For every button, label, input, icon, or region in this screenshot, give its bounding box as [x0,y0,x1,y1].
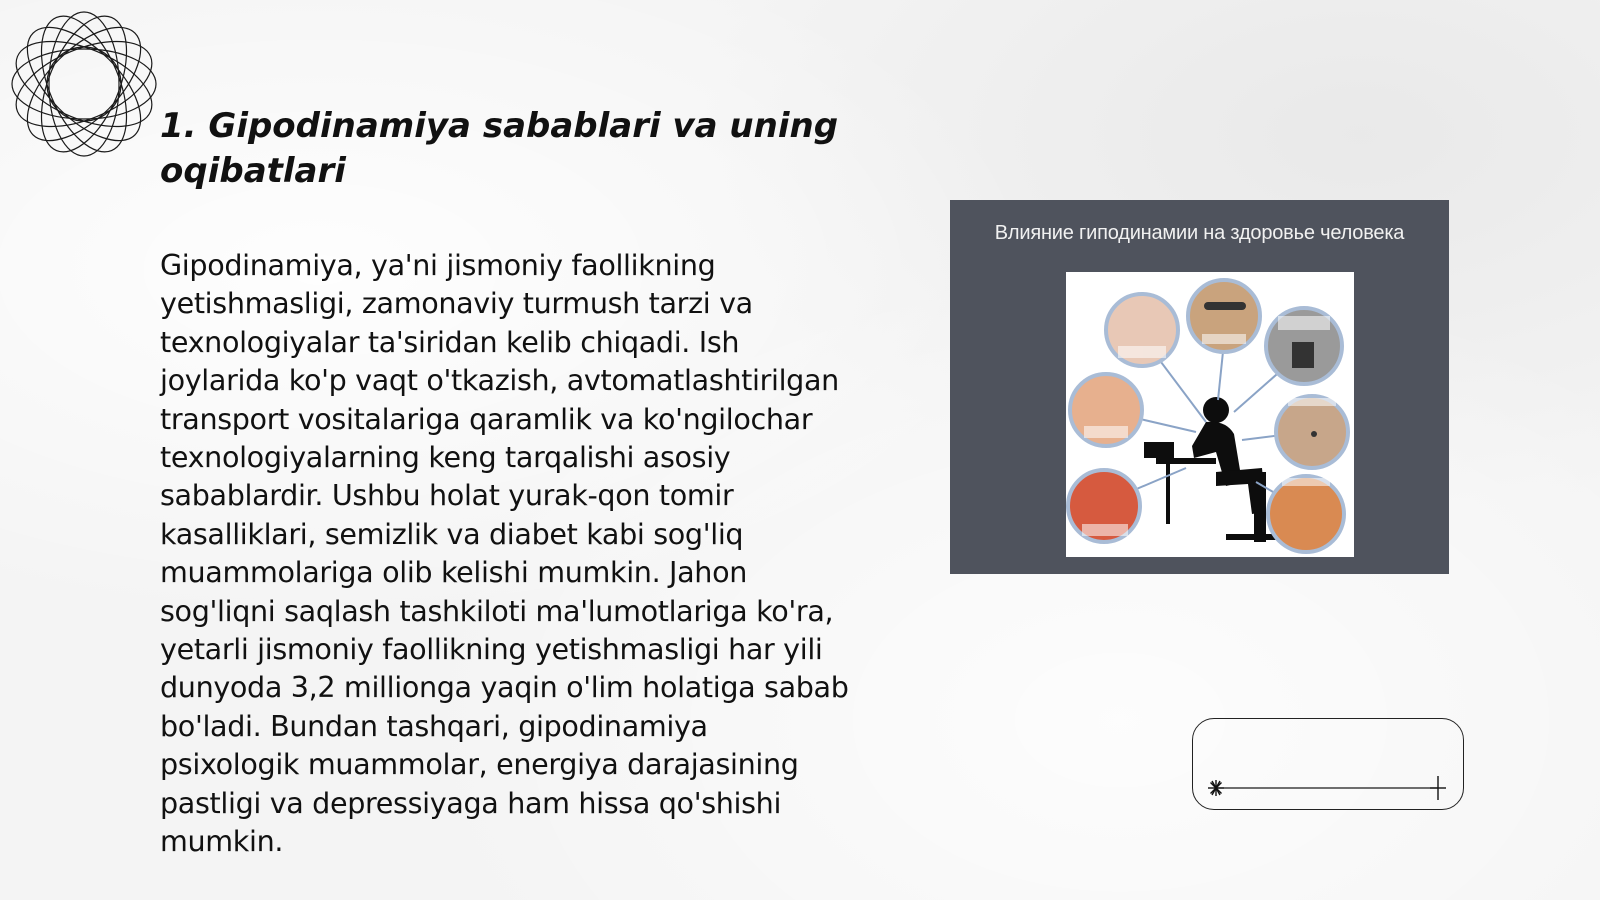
sparkle-icon [1208,780,1224,796]
seated-person-silhouette [1144,397,1282,542]
star-icon [1430,776,1446,800]
slide-title: 1. Gipodinamiya sabablari va uning oqibatlari [160,106,839,191]
image-caption: Влияние гиподинамии на здоровье человека [994,222,1405,244]
concentric-rings-icon [8,8,160,160]
illustration-image [950,200,1449,574]
slide-body-text: Gipodinamiya, ya'ni jismoniy faollikning yetishmasligi, zamonaviy turmush tarzi va texnologiyalar ta'siridan kelib chiqadi. Ish joylarida ko'p vaqt o'tkazish, avtomatlashtirilgan transport vositalariga qaramlik va ko'ngilochar texnologiyalarning keng tarqalishi asosiy sabablardir. Ushbu holat yurak-qon tomir kasalliklari, semizlik va diabet kabi sog'liq muammolariga olib kelishi mumkin. Jahon sog'liqni saqlash tashkiloti ma'lumotlariga ko'ra, yetarli jismoniy faollikning yetishmasligi har yili dunyoda 3,2 millionga yaqin o'lim holatiga sabab bo'ladi. Bundan tashqari, gipodinamiya psixologik muammolar, energiya darajasining pastligi va depressiyaga ham hissa qo'shishi mumkin. [160,248,849,859]
hypodynamia-infographic [1066,272,1354,557]
decorative-line-box [1192,718,1464,810]
